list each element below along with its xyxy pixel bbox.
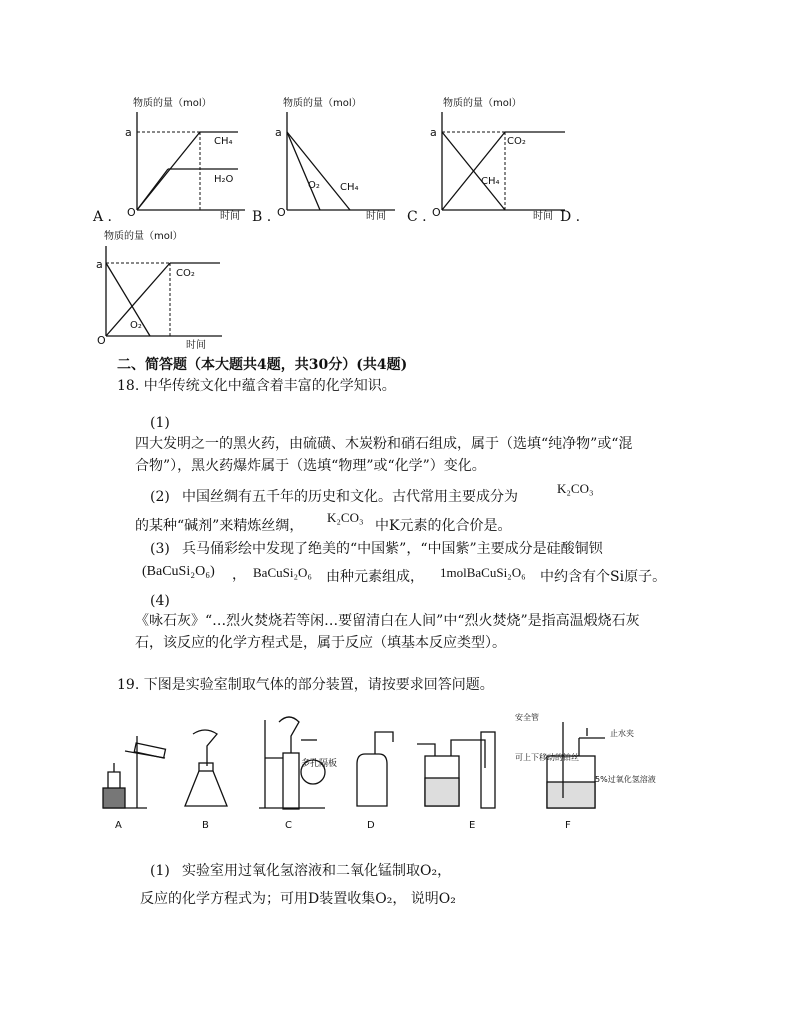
k2co3-formula-1: K₂CO₃	[557, 481, 594, 496]
svg-text:O: O	[127, 206, 136, 219]
svg-text:a: a	[430, 126, 437, 139]
comma: ，	[232, 567, 246, 583]
option-b-label: B .	[252, 209, 272, 225]
svg-text:E: E	[469, 820, 476, 831]
svg-text:D: D	[367, 820, 375, 831]
bacusi-formula-1: (BaCuSi₂O₆)	[142, 564, 215, 579]
svg-text:O: O	[97, 334, 106, 347]
option-c-label: C .	[407, 209, 427, 225]
graph-option-c	[425, 92, 575, 222]
apparatus-e	[417, 732, 495, 808]
graph-option-b	[270, 92, 400, 222]
q19-stem: 19. 下图是实验室制取气体的部分装置，请按要求回答问题。	[117, 677, 494, 693]
q18-p3-line1: 兵马俑彩绘中发现了绝美的“中国紫”，“中国紫”主要成分是硅酸铜钡	[182, 541, 603, 557]
q18-stem: 18. 中华传统文化中蕴含着丰富的化学知识。	[117, 378, 396, 394]
svg-text:安全管: 安全管	[515, 713, 539, 722]
graph-b	[270, 92, 400, 222]
svg-text:物质的量（mol）: 物质的量（mol）	[283, 98, 362, 109]
svg-text:时间: 时间	[533, 211, 553, 222]
svg-text:CH₄: CH₄	[340, 182, 359, 193]
graph-option-a	[120, 92, 250, 222]
svg-text:a: a	[125, 126, 132, 139]
q18-p2-line2b: 中K元素的化合价是。	[375, 518, 512, 534]
option-d-label: D .	[560, 209, 581, 225]
k2co3-formula-2: K₂CO₃	[327, 510, 364, 525]
q18-p4-line2: 石，该反应的化学方程式是，属于反应（填基本反应类型）。	[135, 635, 506, 651]
apparatus-a	[103, 736, 166, 808]
svg-text:CH₄: CH₄	[481, 176, 500, 187]
svg-text:时间: 时间	[220, 211, 240, 222]
svg-text:止水夹: 止水夹	[610, 729, 634, 738]
apparatus-figure	[95, 708, 685, 838]
apparatus-d	[357, 732, 393, 806]
svg-text:A: A	[115, 820, 122, 831]
q18-p3-end: 中约含有个Si原子。	[540, 569, 667, 585]
one-mol-formula: 1molBaCuSi₂O₆	[440, 565, 526, 580]
svg-text:O: O	[277, 206, 286, 219]
svg-text:时间: 时间	[186, 340, 206, 351]
graph-c	[425, 92, 575, 222]
svg-text:a: a	[275, 126, 282, 139]
option-a-label: A .	[93, 209, 113, 225]
svg-text:CH₄: CH₄	[214, 136, 233, 147]
svg-text:CO₂: CO₂	[176, 268, 195, 279]
svg-text:O₂: O₂	[130, 320, 142, 331]
q18-p3-mid: 由种元素组成，	[326, 569, 424, 585]
q18-p4-line1: 《咏石灰》“…烈火焚烧若等闲…要留清白在人间”中“烈火焚烧”是指高温煅烧石灰	[135, 613, 640, 629]
q19-p1-num: (1)	[150, 863, 170, 879]
apparatus-b	[185, 730, 227, 806]
svg-text:O: O	[432, 206, 441, 219]
svg-text:物质的量（mol）: 物质的量（mol）	[104, 231, 183, 242]
svg-text:F: F	[565, 820, 571, 831]
svg-text:H₂O: H₂O	[214, 174, 234, 185]
svg-text:时间: 时间	[366, 211, 386, 222]
q18-p4-num: (4)	[150, 593, 170, 609]
apparatus-svg	[95, 708, 685, 838]
svg-text:CO₂: CO₂	[507, 136, 526, 147]
q19-p1-line2: 反应的化学方程式为；可用D装置收集O₂， 说明O₂	[140, 891, 456, 907]
svg-text:C: C	[285, 820, 292, 831]
graph-option-d	[92, 226, 232, 356]
svg-text:可上下移动的铂丝: 可上下移动的铂丝	[515, 753, 579, 762]
svg-text:5%过氧化氢溶液: 5%过氧化氢溶液	[595, 775, 656, 784]
svg-text:多孔隔板: 多孔隔板	[301, 759, 338, 769]
graph-a-ylabel: 物质的量（mol）	[133, 98, 212, 109]
q18-p3-num: (3)	[150, 541, 170, 557]
q18-p2-num: (2)	[150, 489, 170, 505]
q18-p1-line2: 合物”），黑火药爆炸属于（选填“物理”或“化学”）变化。	[135, 458, 486, 474]
svg-text:O₂: O₂	[308, 180, 320, 191]
section2-title: 二、简答题（本大题共4题，共30分）(共4题)	[117, 357, 408, 373]
svg-text:a: a	[96, 258, 103, 271]
apparatus-f	[547, 722, 605, 808]
q18-p1-num: (1)	[150, 415, 170, 431]
graph-a	[120, 92, 250, 222]
q18-p2-line1: 中国丝绸有五千年的历史和文化。古代常用主要成分为	[182, 489, 518, 505]
svg-text:B: B	[202, 820, 209, 831]
q18-p1-line1: 四大发明之一的黑火药，由硫磺、木炭粉和硝石组成，属于（选填“纯净物”或“混	[135, 436, 633, 452]
bacusi-formula-2: BaCuSi₂O₆	[253, 565, 312, 580]
q19-p1-line1: 实验室用过氧化氢溶液和二氧化锰制取O₂，	[182, 863, 452, 879]
graph-d	[92, 226, 232, 356]
svg-text:物质的量（mol）: 物质的量（mol）	[443, 98, 522, 109]
q18-p2-line2a: 的某种“碱剂”来精炼丝绸，	[135, 518, 304, 534]
